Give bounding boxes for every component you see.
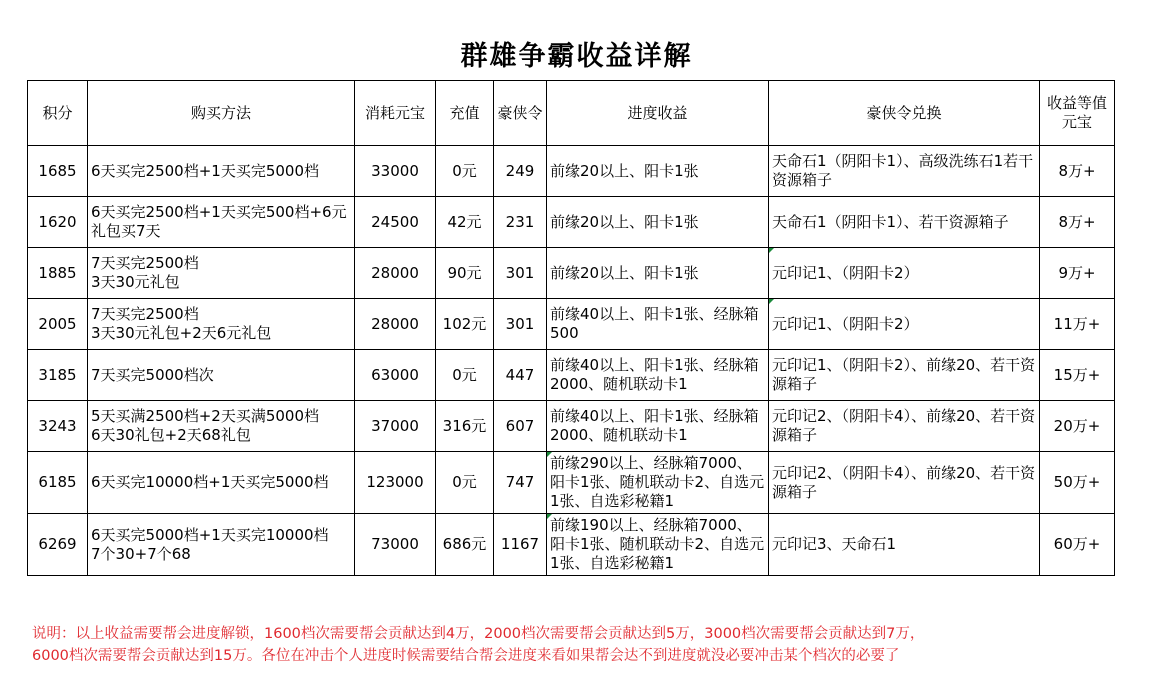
cell-exchange: 元印记3、天命石1 bbox=[769, 514, 1040, 576]
cell-value: 20万+ bbox=[1040, 401, 1115, 452]
table-row bbox=[28, 146, 1115, 197]
cell-exchange: 元印记2、（阴阳卡4）、前缘20、若干资源箱子 bbox=[769, 452, 1040, 514]
cell-cost: 33000 bbox=[355, 146, 436, 197]
cell-method: 6天买完10000档+1天买完5000档 bbox=[88, 452, 355, 514]
cell-recharge: 0元 bbox=[436, 350, 494, 401]
header-token: 豪侠令 bbox=[494, 81, 547, 146]
cell-recharge: 0元 bbox=[436, 146, 494, 197]
cell-progress: 前缘20以上、阳卡1张 bbox=[547, 197, 769, 248]
header-method: 购买方法 bbox=[88, 81, 355, 146]
cell-progress: 前缘20以上、阳卡1张 bbox=[547, 146, 769, 197]
explanation-note bbox=[32, 623, 1132, 667]
table-row bbox=[28, 248, 1115, 299]
note-line-1: 说明：以上收益需要帮会进度解锁，1600档次需要帮会贡献达到4万，2000档次需要帮会贡献达到5万，3000档次需要帮会贡献达到7万， bbox=[32, 626, 925, 642]
cell-cost: 63000 bbox=[355, 350, 436, 401]
table-row bbox=[28, 452, 1115, 514]
cell-token: 1167 bbox=[494, 514, 547, 576]
cell-points: 6185 bbox=[28, 452, 88, 514]
cell-progress: 前缘20以上、阳卡1张 bbox=[547, 248, 769, 299]
cell-progress: 前缘190以上、经脉箱7000、阳卡1张、随机联动卡2、自选元1张、自选彩秘籍1 bbox=[547, 514, 769, 576]
cell-method: 7天买完2500档 3天30元礼包+2天6元礼包 bbox=[88, 299, 355, 350]
header-recharge: 充值 bbox=[436, 81, 494, 146]
cell-exchange: 元印记1、（阴阳卡2）、前缘20、若干资源箱子 bbox=[769, 350, 1040, 401]
cell-token: 447 bbox=[494, 350, 547, 401]
cell-recharge: 686元 bbox=[436, 514, 494, 576]
cell-method: 6天买完5000档+1天买完10000档 7个30+7个68 bbox=[88, 514, 355, 576]
cell-points: 1685 bbox=[28, 146, 88, 197]
header-row bbox=[28, 81, 1115, 146]
cell-cost: 28000 bbox=[355, 299, 436, 350]
cell-method: 7天买完2500档 3天30元礼包 bbox=[88, 248, 355, 299]
header-cost: 消耗元宝 bbox=[355, 81, 436, 146]
cell-method: 7天买完5000档次 bbox=[88, 350, 355, 401]
cell-exchange: 元印记1、（阴阳卡2） bbox=[769, 248, 1040, 299]
cell-exchange: 天命石1（阴阳卡1）、若干资源箱子 bbox=[769, 197, 1040, 248]
cell-progress: 前缘40以上、阳卡1张、经脉箱2000、随机联动卡1 bbox=[547, 401, 769, 452]
cell-points: 2005 bbox=[28, 299, 88, 350]
table-row bbox=[28, 299, 1115, 350]
cell-value: 50万+ bbox=[1040, 452, 1115, 514]
cell-cost: 73000 bbox=[355, 514, 436, 576]
note-line-2: 6000档次需要帮会贡献达到15万。各位在冲击个人进度时候需要结合帮会进度来看如果帮会达不到进度就没必要冲击某个档次的必要了 bbox=[32, 648, 900, 664]
cell-points: 6269 bbox=[28, 514, 88, 576]
cell-value: 8万+ bbox=[1040, 146, 1115, 197]
cell-token: 747 bbox=[494, 452, 547, 514]
cell-exchange: 天命石1（阴阳卡1）、高级洗练石1若干资源箱子 bbox=[769, 146, 1040, 197]
cell-value: 9万+ bbox=[1040, 248, 1115, 299]
cell-exchange: 元印记2、（阴阳卡4）、前缘20、若干资源箱子 bbox=[769, 401, 1040, 452]
cell-cost: 28000 bbox=[355, 248, 436, 299]
cell-exchange: 元印记1、（阴阳卡2） bbox=[769, 299, 1040, 350]
cell-method: 6天买完2500档+1天买完500档+6元礼包买7天 bbox=[88, 197, 355, 248]
cell-progress: 前缘290以上、经脉箱7000、阳卡1张、随机联动卡2、自选元1张、自选彩秘籍1 bbox=[547, 452, 769, 514]
cell-value: 8万+ bbox=[1040, 197, 1115, 248]
cell-cost: 24500 bbox=[355, 197, 436, 248]
cell-token: 301 bbox=[494, 299, 547, 350]
cell-points: 3243 bbox=[28, 401, 88, 452]
header-value: 收益等值元宝 bbox=[1040, 81, 1115, 146]
cell-progress: 前缘40以上、阳卡1张、经脉箱2000、随机联动卡1 bbox=[547, 350, 769, 401]
cell-points: 1885 bbox=[28, 248, 88, 299]
earnings-table bbox=[27, 80, 1115, 576]
cell-recharge: 316元 bbox=[436, 401, 494, 452]
cell-token: 607 bbox=[494, 401, 547, 452]
table-row bbox=[28, 350, 1115, 401]
cell-token: 231 bbox=[494, 197, 547, 248]
cell-value: 15万+ bbox=[1040, 350, 1115, 401]
cell-recharge: 90元 bbox=[436, 248, 494, 299]
table-row bbox=[28, 401, 1115, 452]
table-row bbox=[28, 514, 1115, 576]
cell-token: 249 bbox=[494, 146, 547, 197]
header-points: 积分 bbox=[28, 81, 88, 146]
header-progress: 进度收益 bbox=[547, 81, 769, 146]
cell-cost: 37000 bbox=[355, 401, 436, 452]
cell-value: 11万+ bbox=[1040, 299, 1115, 350]
page-title: 群雄争霸收益详解 bbox=[460, 41, 693, 72]
cell-recharge: 102元 bbox=[436, 299, 494, 350]
cell-points: 3185 bbox=[28, 350, 88, 401]
cell-value: 60万+ bbox=[1040, 514, 1115, 576]
cell-method: 5天买满2500档+2天买满5000档 6天30礼包+2天68礼包 bbox=[88, 401, 355, 452]
cell-points: 1620 bbox=[28, 197, 88, 248]
cell-recharge: 42元 bbox=[436, 197, 494, 248]
cell-method: 6天买完2500档+1天买完5000档 bbox=[88, 146, 355, 197]
cell-token: 301 bbox=[494, 248, 547, 299]
header-exchange: 豪侠令兑换 bbox=[769, 81, 1040, 146]
cell-cost: 123000 bbox=[355, 452, 436, 514]
cell-recharge: 0元 bbox=[436, 452, 494, 514]
cell-progress: 前缘40以上、阳卡1张、经脉箱500 bbox=[547, 299, 769, 350]
table-row bbox=[28, 197, 1115, 248]
